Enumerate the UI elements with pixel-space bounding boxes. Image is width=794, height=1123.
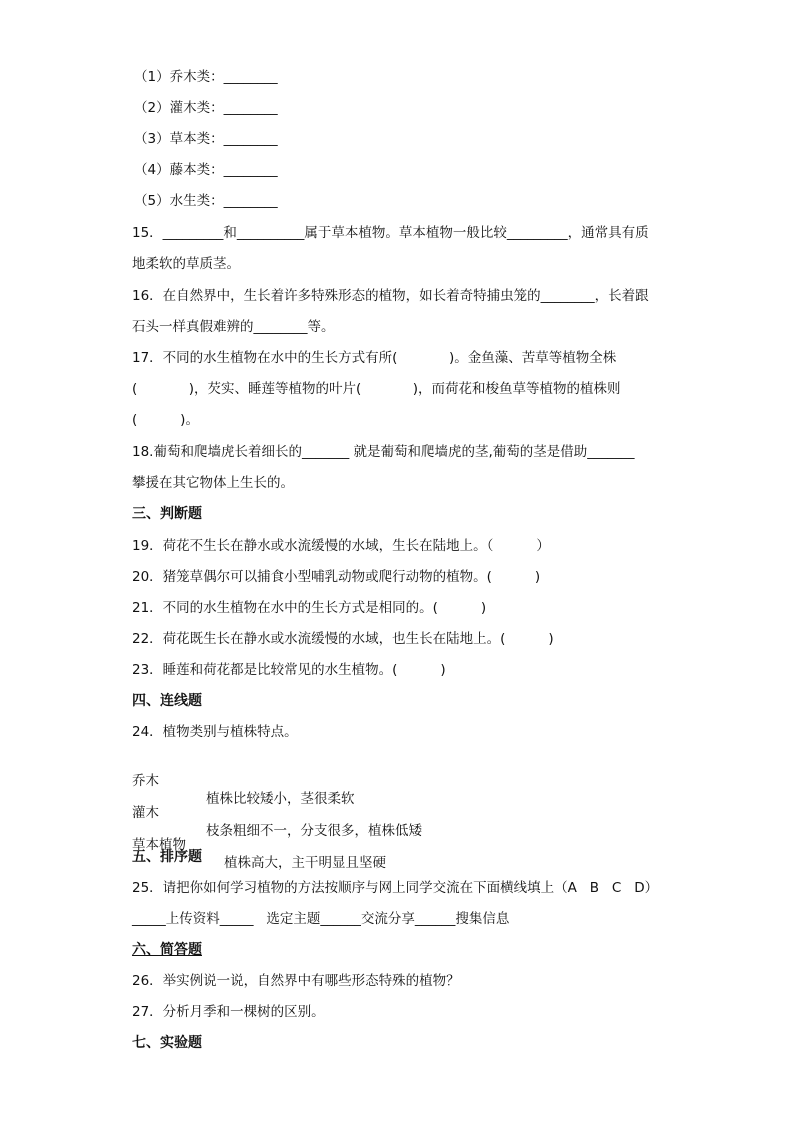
- question-14-item-1: （1）乔木类：________: [134, 69, 278, 85]
- matching-left: 草本植物: [132, 837, 186, 853]
- question-17-line-1: 17．不同的水生植物在水中的生长方式有所( )。金鱼藻、苦草等植物全株: [132, 350, 617, 366]
- question-14-item-5: （5）水生类：________: [134, 193, 278, 209]
- question-16-line-2: 石头一样真假难辨的________等。: [132, 319, 335, 335]
- question-17-line-2: ( )，芡实、睡莲等植物的叶片( )，而荷花和梭鱼草等植物的植株则: [132, 381, 621, 397]
- question-21: 21．不同的水生植物在水中的生长方式是相同的。( ): [132, 600, 487, 616]
- matching-left: 乔木: [132, 773, 159, 789]
- section-heading-experiment: 七、实验题: [132, 1035, 202, 1051]
- question-15-line-1: 15．_________和__________属于草本植物。草本植物一般比较_________，通常具有质: [132, 225, 649, 241]
- question-14-item-2: （2）灌木类：________: [134, 100, 278, 116]
- question-18-line-1: 18.葡萄和爬墙虎长着细长的_______ 就是葡萄和爬墙虎的茎,葡萄的茎是借助_______: [132, 444, 635, 460]
- question-27: 27．分析月季和一棵树的区别。: [132, 1004, 325, 1020]
- question-14-item-3: （3）草本类：________: [134, 131, 278, 147]
- section-heading-matching: 四、连线题: [132, 693, 202, 709]
- matching-right: 植株比较矮小，茎很柔软: [206, 791, 355, 807]
- section-heading-short-answer: 六、简答题: [132, 942, 202, 958]
- question-14-item-4: （4）藤本类：________: [134, 162, 278, 178]
- question-15-line-2: 地柔软的草质茎。: [132, 256, 240, 272]
- section-heading-judgement: 三、判断题: [132, 506, 202, 522]
- matching-right: 植株高大，主干明显且坚硬: [224, 855, 386, 871]
- question-17-line-3: ( )。: [132, 412, 199, 428]
- question-16-line-1: 16．在自然界中，生长着许多特殊形态的植物，如长着奇特捕虫笼的________，长着跟: [132, 288, 649, 304]
- matching-left: 灌木: [132, 805, 159, 821]
- question-25-line-1: 25．请把你如何学习植物的方法按顺序与网上同学交流在下面横线填上（A B C D）: [132, 880, 659, 896]
- question-22: 22．荷花既生长在静水或水流缓慢的水域，也生长在陆地上。( ): [132, 631, 554, 647]
- section-heading-ordering: 五、排序题: [132, 849, 202, 865]
- question-25-line-2: _____上传资料_____ 选定主题______交流分享______搜集信息: [132, 911, 510, 927]
- question-19: 19．荷花不生长在静水或水流缓慢的水域，生长在陆地上。（ ）: [132, 538, 550, 554]
- question-18-line-2: 攀援在其它物体上生长的。: [132, 475, 294, 491]
- matching-right: 枝条粗细不一，分支很多，植株低矮: [206, 823, 422, 839]
- question-23: 23．睡莲和荷花都是比较常见的水生植物。( ): [132, 662, 446, 678]
- question-26: 26．举实例说一说，自然界中有哪些形态特殊的植物？: [132, 973, 460, 989]
- question-24: 24．植物类别与植株特点。: [132, 724, 298, 740]
- question-20: 20．猪笼草偶尔可以捕食小型哺乳动物或爬行动物的植物。( ): [132, 569, 541, 585]
